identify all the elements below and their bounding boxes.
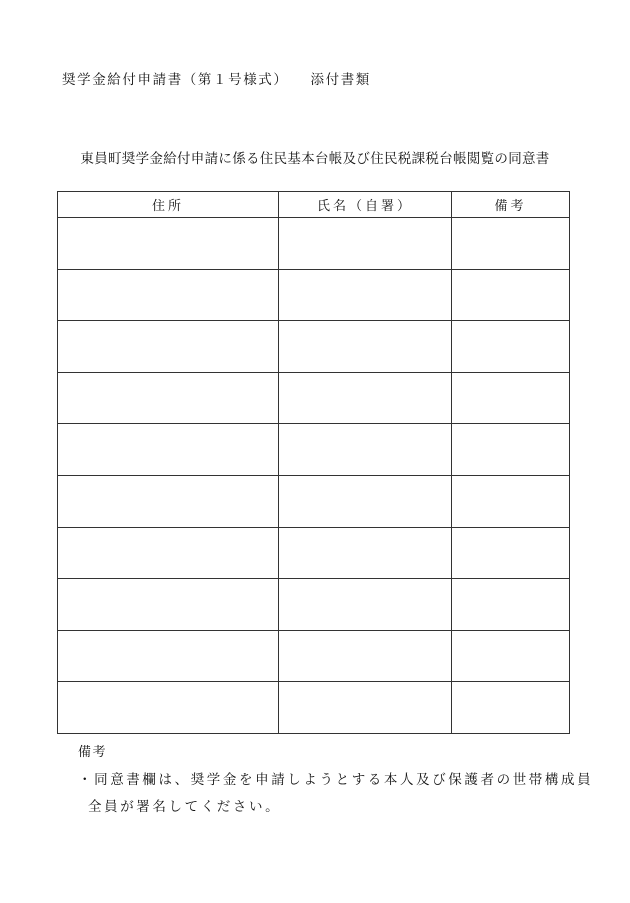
address-cell[interactable]: [58, 527, 279, 579]
remarks-cell[interactable]: [452, 372, 570, 424]
note-line-1: ・同意書欄は、奨学金を申請しようとする本人及び保護者の世帯構成員: [78, 772, 594, 788]
table-header-row: [58, 192, 570, 218]
signature-cell[interactable]: [279, 424, 452, 476]
address-cell[interactable]: [58, 682, 279, 734]
document-title: 東員町奨学金給付申請に係る住民基本台帳及び住民税課税台帳閲覧の同意書: [80, 151, 550, 167]
address-cell[interactable]: [58, 475, 279, 527]
address-cell[interactable]: [58, 321, 279, 373]
table-body: [58, 218, 570, 734]
column-header-remarks: 備考: [452, 192, 570, 218]
signature-cell[interactable]: [279, 630, 452, 682]
address-cell[interactable]: [58, 269, 279, 321]
table-row: [58, 475, 570, 527]
signature-cell[interactable]: [279, 475, 452, 527]
table-row: [58, 372, 570, 424]
signature-cell[interactable]: [279, 218, 452, 270]
table-row: [58, 527, 570, 579]
remarks-cell[interactable]: [452, 630, 570, 682]
remarks-cell[interactable]: [452, 682, 570, 734]
remarks-cell[interactable]: [452, 269, 570, 321]
consent-table: [57, 191, 570, 734]
column-header-address: 住所: [58, 192, 279, 218]
table-row: [58, 269, 570, 321]
remarks-cell[interactable]: [452, 475, 570, 527]
table-row: [58, 579, 570, 631]
table-row: [58, 630, 570, 682]
notes-heading: 備考: [78, 745, 108, 760]
table-row: [58, 682, 570, 734]
attachment-label: 添付書類: [310, 72, 371, 88]
note-line-2: 全員が署名してください。: [88, 799, 282, 815]
signature-cell[interactable]: [279, 682, 452, 734]
signature-cell[interactable]: [279, 321, 452, 373]
remarks-cell[interactable]: [452, 321, 570, 373]
table-row: [58, 218, 570, 270]
remarks-cell[interactable]: [452, 527, 570, 579]
form-header: [62, 68, 371, 88]
signature-cell[interactable]: [279, 269, 452, 321]
address-cell[interactable]: [58, 579, 279, 631]
address-cell[interactable]: [58, 372, 279, 424]
signature-cell[interactable]: [279, 527, 452, 579]
remarks-cell[interactable]: [452, 218, 570, 270]
table-row: [58, 424, 570, 476]
table-row: [58, 321, 570, 373]
address-cell[interactable]: [58, 218, 279, 270]
address-cell[interactable]: [58, 424, 279, 476]
remarks-cell[interactable]: [452, 579, 570, 631]
remarks-cell[interactable]: [452, 424, 570, 476]
form-title: 奨学金給付申請書（第１号様式）: [62, 72, 289, 88]
signature-cell[interactable]: [279, 579, 452, 631]
column-header-name-signature: 氏名（自署）: [279, 192, 452, 218]
address-cell[interactable]: [58, 630, 279, 682]
signature-cell[interactable]: [279, 372, 452, 424]
